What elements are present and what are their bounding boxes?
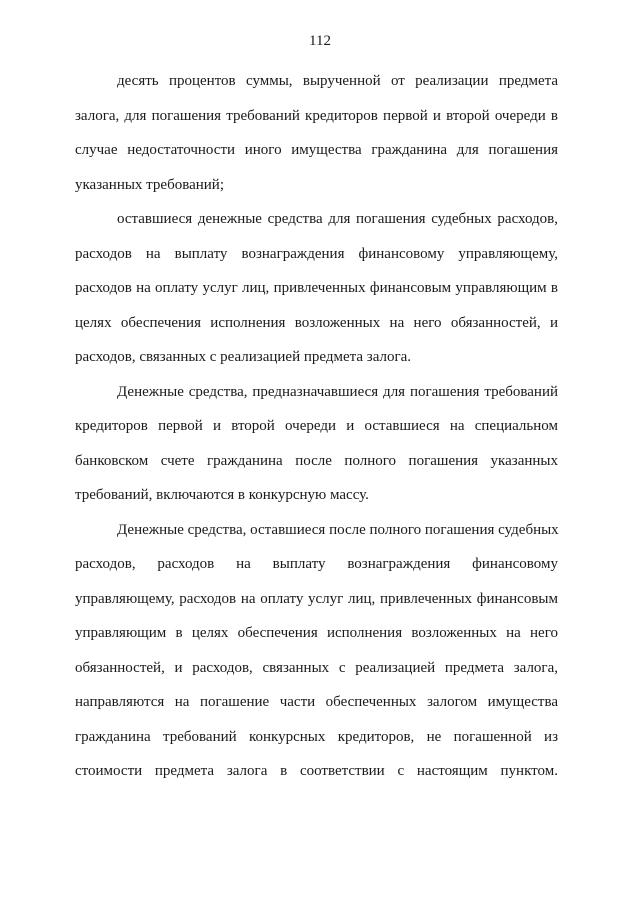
paragraph <box>75 64 558 202</box>
text-line: расходов на оплату услуг лиц, привлеченных финансовым управляющим в <box>75 280 558 296</box>
text-line: обязанностей, и расходов, связанных с реализацией предмета залога, <box>75 659 558 676</box>
page-number: 112 <box>309 33 331 49</box>
text-line: Денежные средства, предназначавшиеся для погашения требований <box>117 383 558 400</box>
text-line: Денежные средства, оставшиеся после полного погашения судебных <box>117 521 559 538</box>
text-line: залога, для погашения требований кредиторов первой и второй очереди в <box>75 107 558 124</box>
text-line: банковском счете гражданина после полного погашения указанных <box>75 452 558 469</box>
text-line: стоимости предмета залога в соответствии с настоящим пунктом. <box>75 763 558 779</box>
paragraph <box>75 375 558 513</box>
text-line: оставшиеся денежные средства для погашения судебных расходов, <box>117 211 558 227</box>
text-line: расходов, расходов на выплату вознаграждения финансовому <box>75 556 558 572</box>
paragraph <box>75 202 558 375</box>
text-line: управляющему, расходов на оплату услуг лиц, привлеченных финансовым <box>75 590 558 607</box>
text-line: целях обеспечения исполнения возложенных на него обязанностей, и <box>75 314 558 331</box>
text-line: кредиторов первой и второй очереди и оставшиеся на специальном <box>75 418 558 434</box>
text-line: десять процентов суммы, вырученной от реализации предмета <box>117 73 558 89</box>
text-line: требований, включаются в конкурсную массу. <box>75 487 369 503</box>
text-line: управляющим в целях обеспечения исполнения возложенных на него <box>75 625 558 641</box>
text-line: гражданина требований конкурсных кредиторов, не погашенной из <box>75 728 558 745</box>
text-line: расходов на выплату вознаграждения финансовому управляющему, <box>75 245 558 262</box>
text-line: указанных требований; <box>75 176 225 193</box>
paragraph <box>75 513 558 789</box>
text-line: расходов, связанных с реализацией предмета залога. <box>75 349 412 365</box>
text-line: направляются на погашение части обеспеченных залогом имущества <box>75 694 558 710</box>
text-line: случае недостаточности иного имущества гражданина для погашения <box>75 142 558 158</box>
document-body <box>75 64 558 789</box>
